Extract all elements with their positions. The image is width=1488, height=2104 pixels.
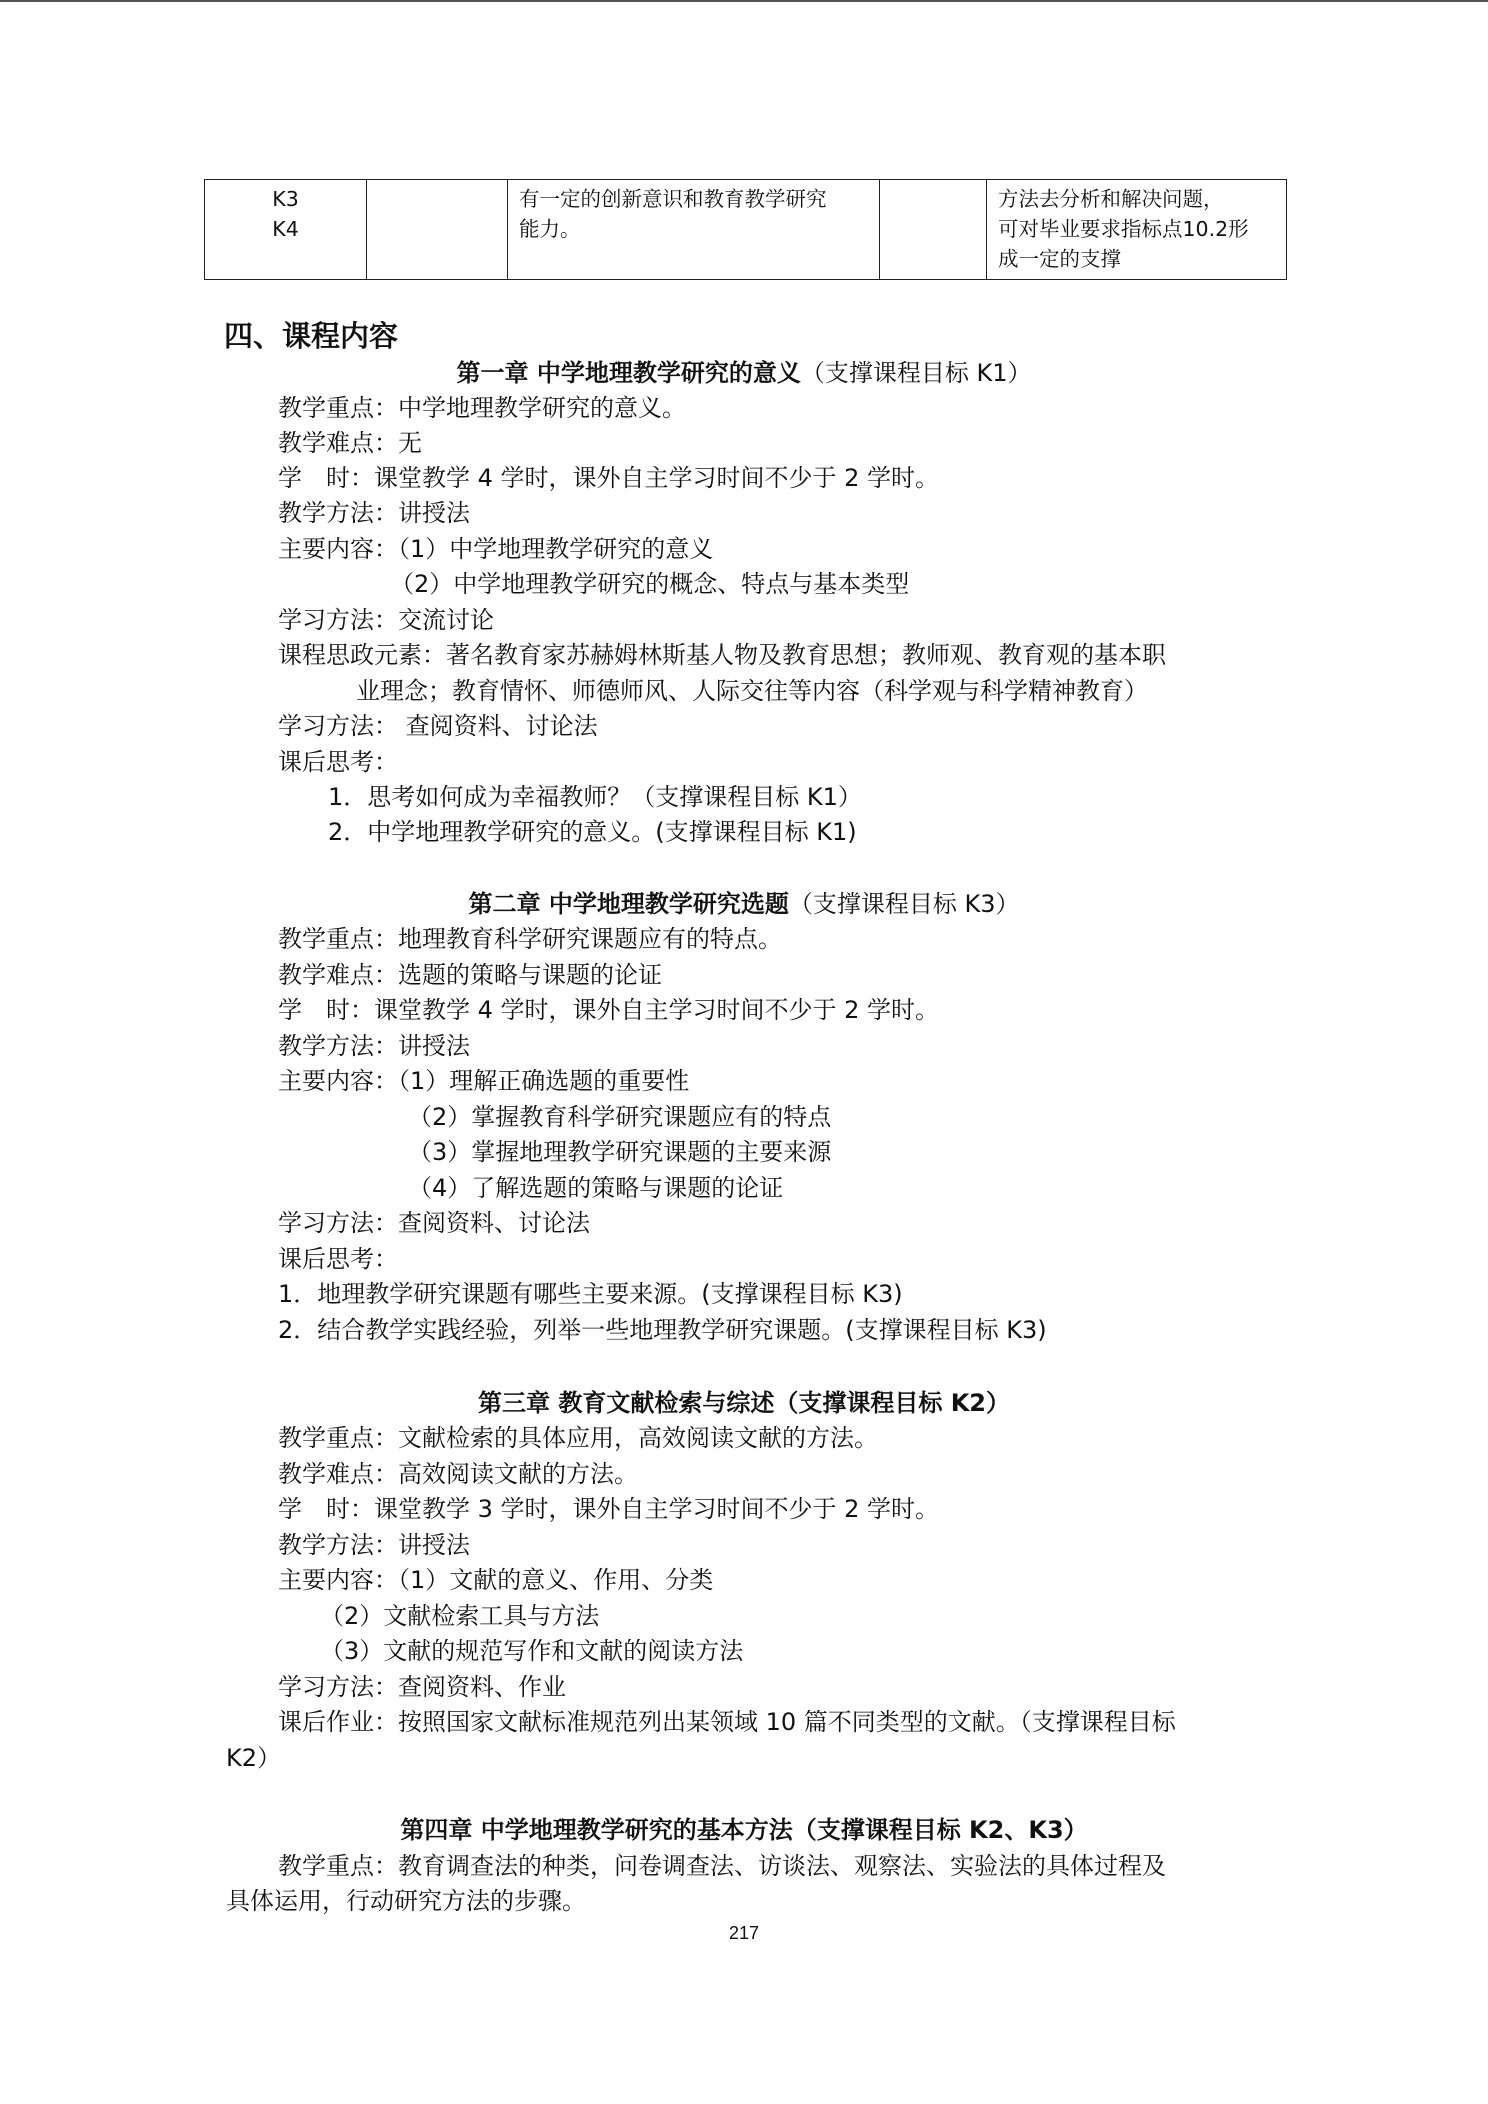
objective-code: K3 [272, 187, 299, 211]
chapter-2-line: 2．结合教学实践经验，列举一些地理教学研究课题。(支撑课程目标 K3) [278, 1316, 1047, 1344]
chapter-3-line: 学 时：课堂教学 3 学时，课外自主学习时间不少于 2 学时。 [278, 1495, 940, 1523]
chapter-3-line: 教学重点：文献检索的具体应用，高效阅读文献的方法。 [278, 1424, 878, 1452]
chapter-1-line: 学习方法： 查阅资料、讨论法 [278, 712, 598, 740]
chapter-3-title: 第三章 教育文献检索与综述（支撑课程目标 K2） [477, 1389, 1010, 1417]
chapter-2-line: 教学难点：选题的策略与课题的论证 [278, 961, 662, 989]
chapter-1-line: 业理念；教育情怀、师德师风、人际交往等内容（科学观与科学精神教育） [356, 677, 1148, 705]
table-cell-line: 有一定的创新意识和教育教学研究 [519, 187, 827, 211]
section-heading: 四、课程内容 [224, 319, 399, 353]
table-cell-empty [367, 180, 508, 280]
chapter-2-line: 学习方法：查阅资料、讨论法 [278, 1209, 590, 1237]
table-cell-line: 能力。 [519, 217, 581, 241]
table-cell-line: 可对毕业要求指标点10.2形 [998, 217, 1249, 241]
chapter-2-line: （4）了解选题的策略与课题的论证 [408, 1174, 784, 1202]
table-cell-empty [880, 180, 987, 280]
chapter-1-line: 课后思考： [278, 748, 398, 776]
chapter-title-bold: 第一章 中学地理教学研究的意义 [456, 359, 801, 387]
chapter-2-title [0, 887, 1488, 921]
chapter-3-line: 主要内容：（1）文献的意义、作用、分类 [278, 1566, 714, 1594]
chapter-1-line: 课程思政元素：著名教育家苏赫姆林斯基人物及教育思想；教师观、教育观的基本职 [278, 641, 1166, 669]
chapter-3-line: 教学难点：高效阅读文献的方法。 [278, 1460, 638, 1488]
chapter-1-line: 教学难点：无 [278, 429, 422, 457]
objectives-table-fragment [204, 179, 1287, 280]
chapter-2-line: 主要内容：（1）理解正确选题的重要性 [278, 1067, 690, 1095]
page-number: 217 [728, 1923, 760, 1943]
chapter-3-line: 学习方法：查阅资料、作业 [278, 1673, 566, 1701]
chapter-1-line: 2．中学地理教学研究的意义。(支撑课程目标 K1) [328, 818, 857, 846]
table-cell-line: 成一定的支撑 [998, 247, 1121, 271]
table-cell-support [987, 180, 1287, 280]
chapter-1-line: （2）中学地理教学研究的概念、特点与基本类型 [390, 570, 910, 598]
chapter-2-line: （3）掌握地理教学研究课题的主要来源 [408, 1138, 832, 1166]
chapter-2-line: 教学方法：讲授法 [278, 1032, 470, 1060]
objective-code: K4 [272, 217, 299, 241]
chapter-title-bold: 第二章 中学地理教学研究选题 [468, 890, 789, 918]
chapter-3-line: 课后作业：按照国家文献标准规范列出某领域 10 篇不同类型的文献。（支撑课程目标 [278, 1708, 1176, 1736]
chapter-4-line: 具体运用，行动研究方法的步骤。 [226, 1887, 586, 1915]
chapter-2-line: 学 时：课堂教学 4 学时，课外自主学习时间不少于 2 学时。 [278, 996, 940, 1024]
chapter-1-title [0, 356, 1488, 390]
chapter-1-line: 学习方法：交流讨论 [278, 606, 494, 634]
table-row [205, 180, 1287, 280]
chapter-1-line: 教学方法：讲授法 [278, 499, 470, 527]
chapter-1-line: 学 时：课堂教学 4 学时，课外自主学习时间不少于 2 学时。 [278, 464, 940, 492]
table-cell-objective-codes [205, 180, 367, 280]
page-top-border [0, 0, 1488, 2]
chapter-title-support: （支撑课程目标 K3） [788, 890, 1020, 918]
chapter-2-line: 1．地理教学研究课题有哪些主要来源。(支撑课程目标 K3) [278, 1280, 903, 1308]
chapter-2-line: 课后思考： [278, 1245, 398, 1273]
chapter-3-line: K2） [226, 1744, 282, 1772]
chapter-title-support: （支撑课程目标 K1） [800, 359, 1032, 387]
chapter-3-line: 教学方法：讲授法 [278, 1531, 470, 1559]
chapter-2-line: 教学重点：地理教育科学研究课题应有的特点。 [278, 925, 782, 953]
chapter-1-line: 主要内容：（1）中学地理教学研究的意义 [278, 535, 714, 563]
table-cell-line: 方法去分析和解决问题， [998, 187, 1224, 211]
chapter-4-title: 第四章 中学地理教学研究的基本方法（支撑课程目标 K2、K3） [400, 1816, 1088, 1844]
chapter-3-line: （2）文献检索工具与方法 [320, 1602, 600, 1630]
chapter-1-line: 教学重点：中学地理教学研究的意义。 [278, 394, 686, 422]
chapter-4-line: 教学重点：教育调查法的种类，问卷调查法、访谈法、观察法、实验法的具体过程及 [278, 1852, 1166, 1880]
chapter-3-line: （3）文献的规范写作和文献的阅读方法 [320, 1637, 744, 1665]
table-cell-description [508, 180, 880, 280]
chapter-2-line: （2）掌握教育科学研究课题应有的特点 [408, 1103, 832, 1131]
chapter-1-line: 1．思考如何成为幸福教师？（支撑课程目标 K1） [328, 783, 862, 811]
